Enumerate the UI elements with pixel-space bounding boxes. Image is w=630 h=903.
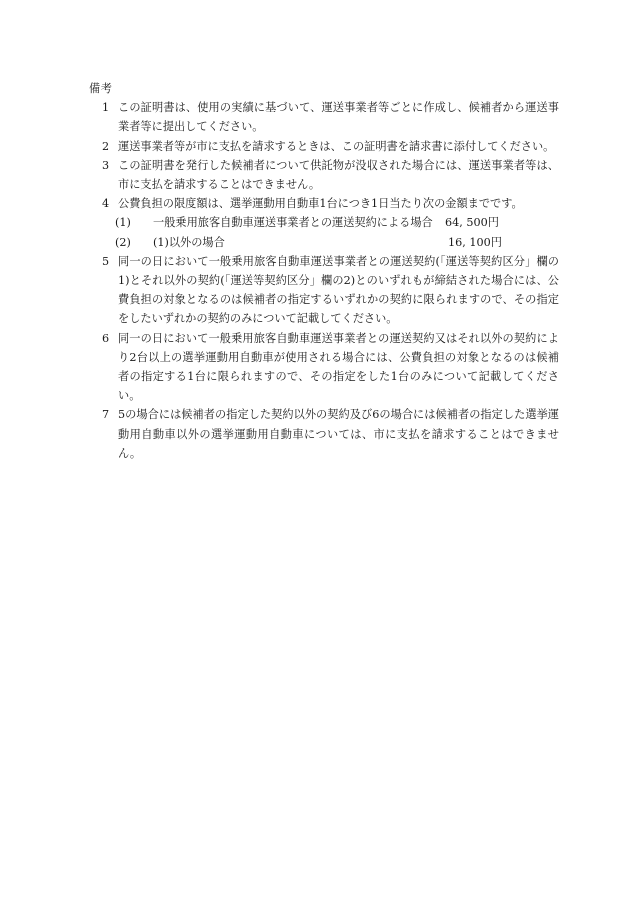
note-text: 同一の日において一般乗用旅客自動車運送事業者との運送契約又はそれ以外の契約により2台以上の選挙運動用自動車が使用される場合には、公費負担の対象となるのは候補者の指定する1台に限られますので、その指定をした1台のみについて記載してください。 <box>118 331 559 403</box>
note-item-4 <box>89 194 559 213</box>
note-text: 運送事業者等が市に支払を請求するときは、この証明書を請求書に添付してください。 <box>118 139 555 153</box>
note-text: この証明書を発行した候補者について供託物が没収された場合には、運送事業者等は、市に支払を請求することはできません。 <box>118 158 559 192</box>
note-text: 同一の日において一般乗用旅客自動車運送事業者との運送契約(「運送等契約区分」欄の1)とそれ以外の契約(「運送等契約区分」欄の2)とのいずれもが締結された場合には、公費負担の対象となるのは候補者の指定するいずれかの契約に限られますので、その指定をしたいずれかの契約のみについて記載してください。 <box>118 254 559 326</box>
note-number: 3 <box>102 158 110 172</box>
note-number: 2 <box>102 139 110 153</box>
limit-amount: 64, 500円 <box>445 216 499 230</box>
note-text: この証明書は、使用の実績に基づいて、運送事業者等ごとに作成し、候補者から運送事業者等に提出してください。 <box>118 101 559 134</box>
note-item-7 <box>89 405 559 463</box>
note-number: 7 <box>102 408 110 422</box>
limit-number: (1) <box>115 216 131 230</box>
note-item-1 <box>89 98 559 136</box>
note-item-3 <box>89 156 559 194</box>
limit-number: (2) <box>115 235 131 249</box>
note-item-6 <box>89 329 559 406</box>
note-text: 公費負担の限度額は、選挙運動用自動車1台につき1日当たり次の金額までです。 <box>118 197 523 211</box>
note-number: 4 <box>102 197 110 211</box>
note-number: 6 <box>102 331 110 345</box>
note-number: 5 <box>102 254 110 268</box>
limit-amount: 16, 100円 <box>448 235 502 249</box>
note-number: 1 <box>102 101 110 115</box>
remarks-section <box>89 79 559 463</box>
limit-item-2 <box>89 233 559 252</box>
limit-label: (1)以外の場合 <box>153 235 225 249</box>
note-item-5 <box>89 252 559 329</box>
limit-label: 一般乗用旅客自動車運送事業者との運送契約による場合 <box>153 216 433 230</box>
note-text: 5の場合には候補者の指定した契約以外の契約及び6の場合には候補者の指定した選挙運動用自動車以外の選挙運動用自動車については、市に支払を請求することはできません。 <box>118 408 559 460</box>
remarks-heading: 備考 <box>89 82 113 95</box>
limit-item-1 <box>89 213 559 232</box>
note-item-2 <box>89 137 559 156</box>
